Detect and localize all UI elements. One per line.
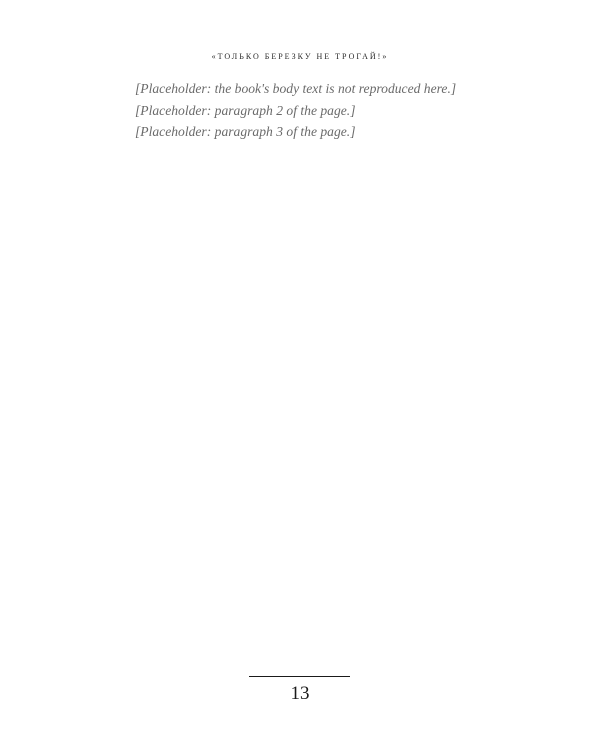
footer-rule [249, 676, 350, 677]
page-number: 13 [290, 683, 310, 704]
paragraph-3: [Placeholder: paragraph 3 of the page.] [135, 124, 356, 139]
body-text [115, 78, 485, 143]
running-header: «ТОЛЬКО БЕРЕЗКУ НЕ ТРОГАЙ!» [211, 52, 389, 61]
paragraph-2: [Placeholder: paragraph 2 of the page.] [135, 102, 356, 118]
paragraph-1: [Placeholder: the book's body text is not reproduced here.] [135, 81, 457, 96]
